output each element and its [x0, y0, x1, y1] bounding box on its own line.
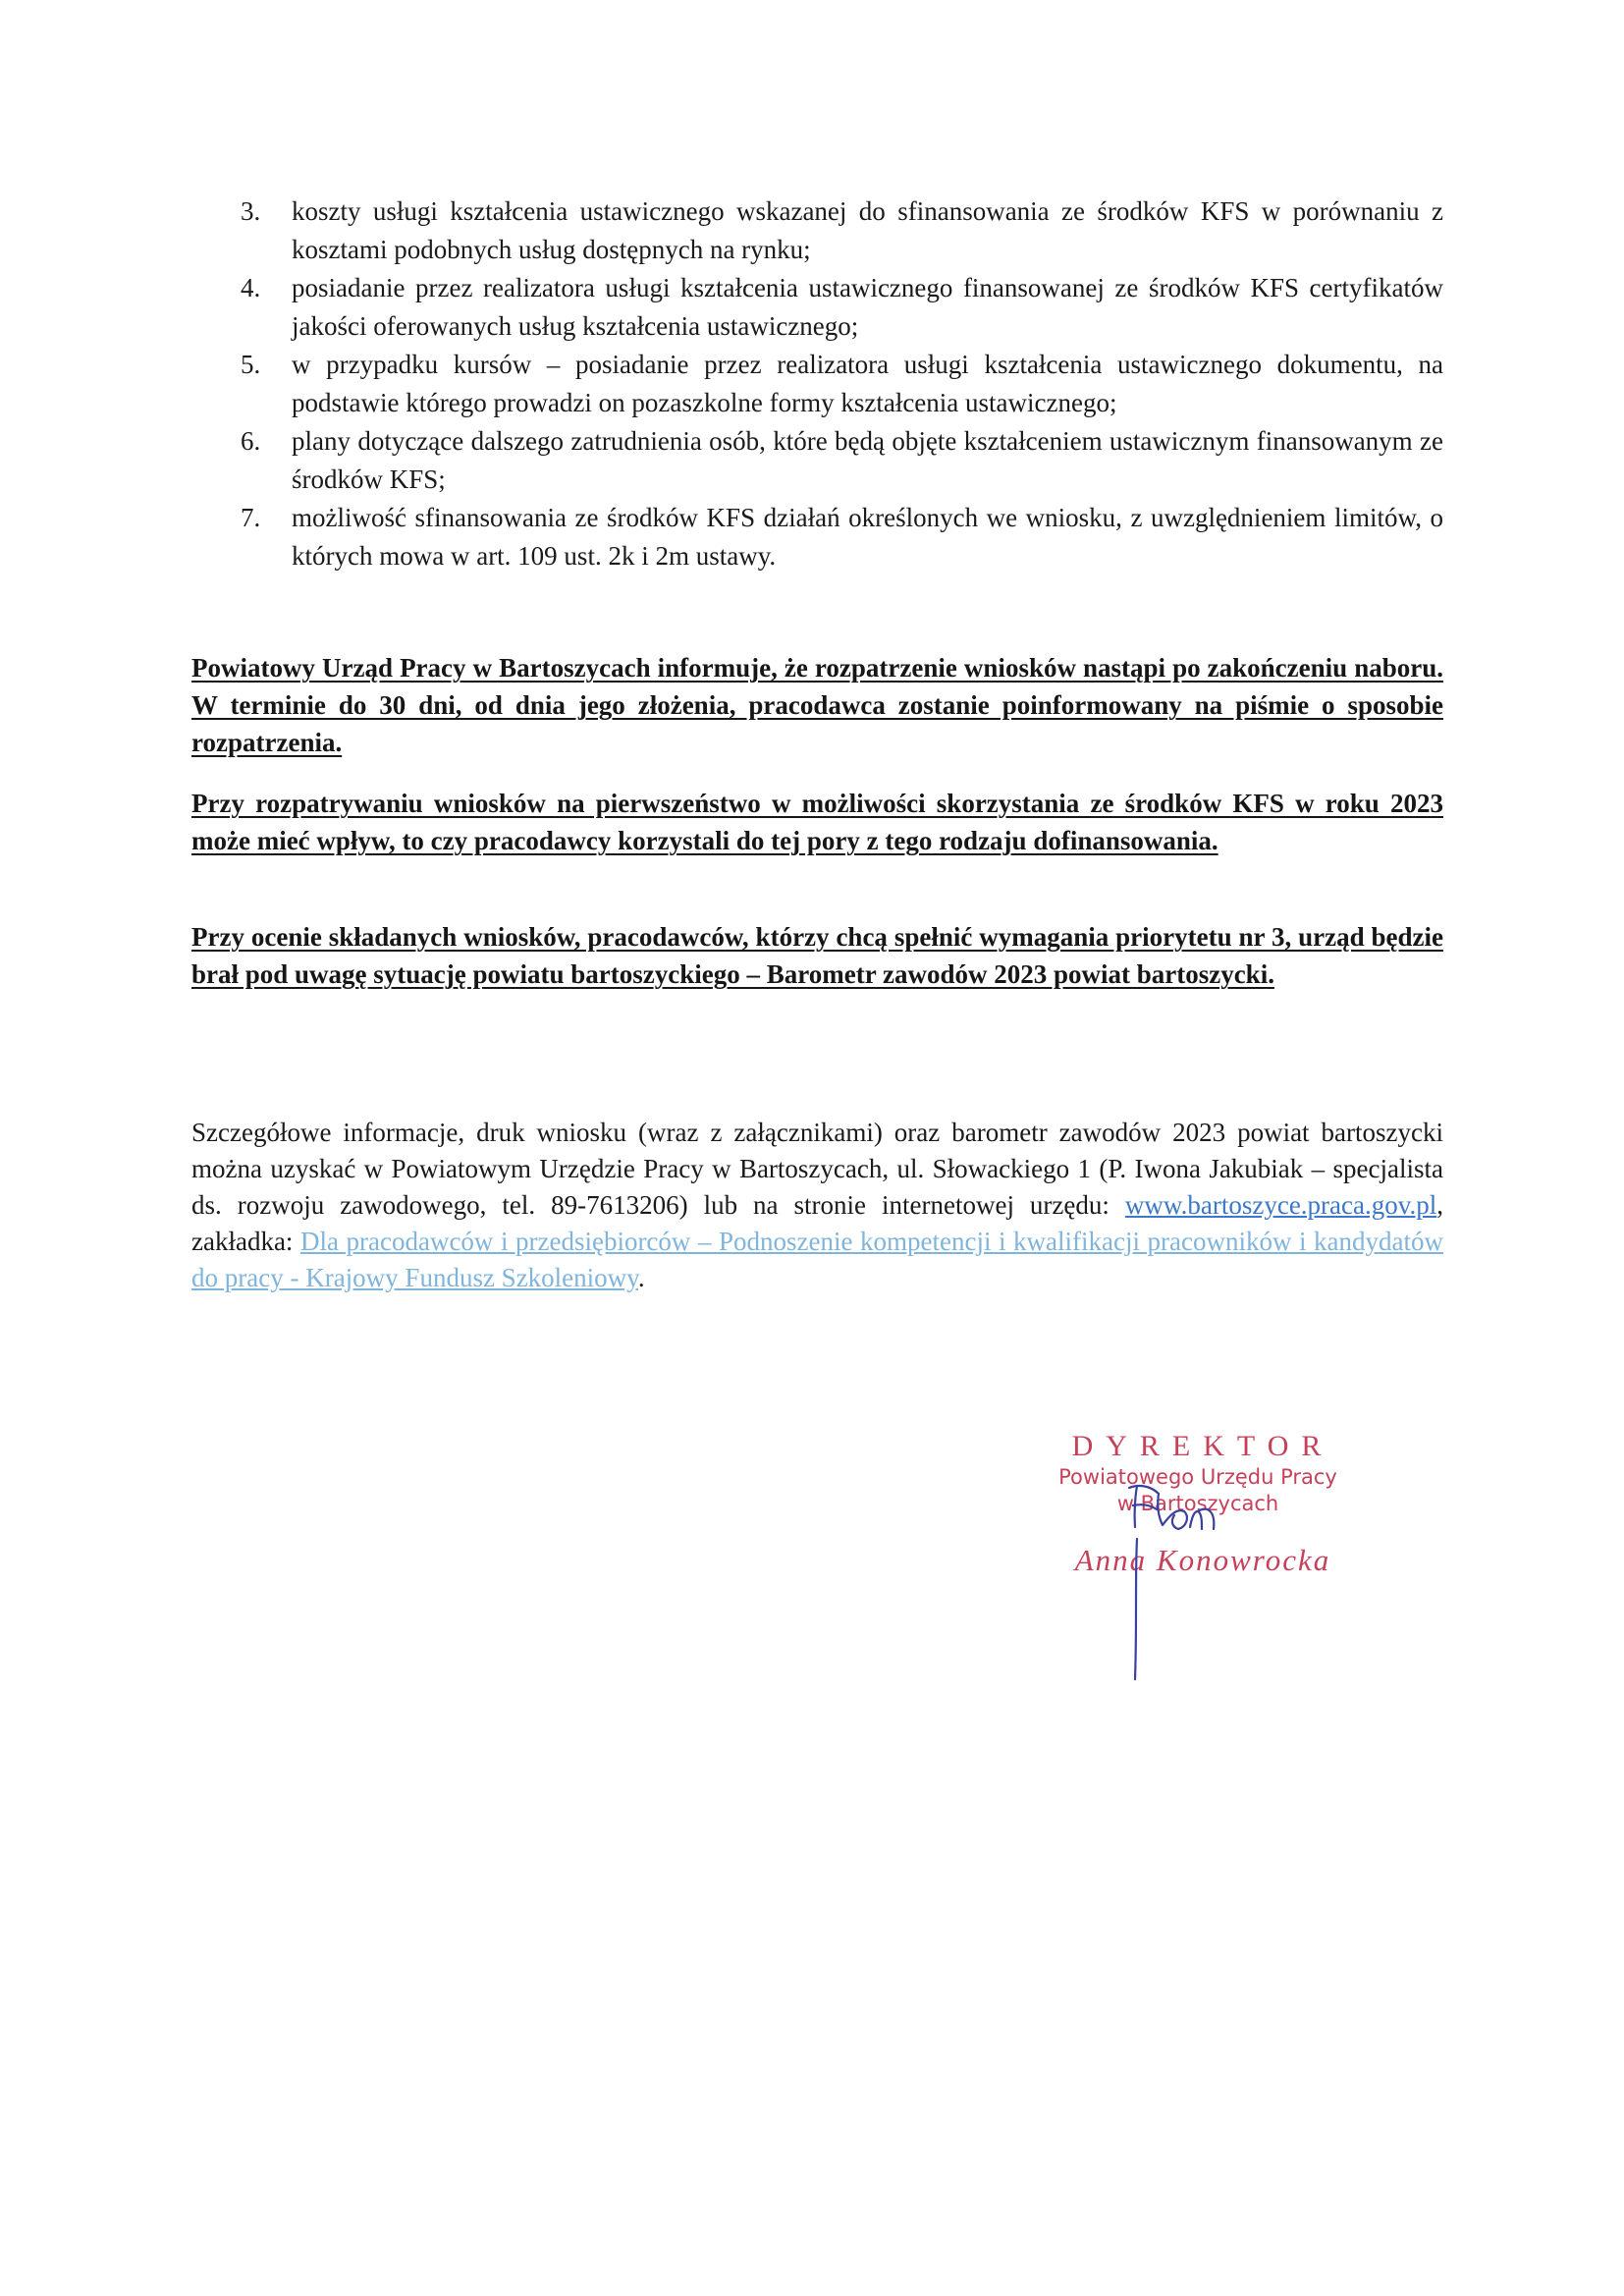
notice-priority-previous-funding: Przy rozpatrywaniu wniosków na pierwszeństwo w możliwości skorzystania ze środków KFS w roku 2023 może mieć wpływ, to czy pracodawcy korzystali do tej pory z tego rodzaju dofinansowania. — [191, 789, 1443, 855]
criteria-number: 5. — [241, 350, 261, 379]
criteria-text: koszty usługi kształcenia ustawicznego wskazanej do sfinansowania ze środków KFS w porównaniu z kosztami podobnych usług dostępnych na rynku; — [292, 196, 1443, 264]
criteria-number: 3. — [241, 196, 261, 226]
info-text: Szczegółowe informacje, druk wniosku (wraz z załącznikami) oraz barometr zawodów 2023 powiat bartoszycki można uzyskać w Powiatowym Urzędzie Pracy w Bartoszycach, ul. Słowackiego 1 (P. Iwona Jakubiak – specjalista ds. rozwoju zawodowego, tel. 89-7613206) lub na stronie internetowej urzędu: — [191, 1118, 1443, 1220]
stamp-title: DYREKTOR — [1071, 1430, 1334, 1462]
criteria-text: w przypadku kursów – posiadanie przez realizatora usługi kształcenia ustawicznego dokumentu, na podstawie którego prowadzi on pozaszkolne formy kształcenia ustawicznego; — [292, 350, 1443, 417]
criteria-item-3 — [191, 192, 1443, 269]
website-link[interactable]: www.bartoszyce.praca.gov.pl — [1124, 1190, 1437, 1220]
notice-review-after-recruitment: Powiatowy Urząd Pracy w Bartoszycach informuje, że rozpatrzenie wniosków nastąpi po zakończeniu naboru. W terminie do 30 dni, od dnia jego złożenia, pracodawca zostanie poinformowany na piśmie o sposobie rozpatrzenia. — [191, 653, 1443, 757]
criteria-text: plany dotyczące dalszego zatrudnienia osób, które będą objęte kształceniem ustawicznym finansowanym ze środków KFS; — [292, 426, 1443, 494]
criteria-text: posiadanie przez realizatora usługi kształcenia ustawicznego finansowanej ze środków KFS certyfikatów jakości oferowanych usług kształcenia ustawicznego; — [292, 273, 1443, 341]
stamp-office: Powiatowego Urzędu Pracy — [1058, 1465, 1337, 1489]
contact-information — [191, 1115, 1443, 1296]
stamp-director-name: Anna Konowrocka — [1074, 1543, 1331, 1577]
notice-priority-3-barometer: Przy ocenie składanych wniosków, pracodawców, którzy chcą spełnić wymagania priorytetu nr 3, urząd będzie brał pod uwagę sytuację powiatu bartoszyckiego – Barometr zawodów 2023 powiat bartoszycki. — [191, 922, 1443, 989]
criteria-number: 6. — [241, 426, 261, 456]
handwritten-signature-icon — [1100, 1478, 1247, 1694]
kfs-tab-link[interactable]: Dla pracodawców i przedsiębiorców – Podnoszenie kompetencji i kwalifikacji pracowników i kandydatów do pracy - Krajowy Fundusz Szkoleniowy — [191, 1227, 1443, 1292]
criteria-item-7 — [191, 499, 1443, 575]
criteria-section — [191, 192, 1443, 575]
criteria-item-6 — [191, 422, 1443, 499]
criteria-item-5 — [191, 346, 1443, 422]
info-text: . — [637, 1263, 645, 1292]
criteria-number: 7. — [241, 503, 261, 532]
criteria-text: możliwość sfinansowania ze środków KFS działań określonych we wniosku, z uwzględnieniem limitów, o których mowa w art. 109 ust. 2k i 2m ustawy. — [292, 503, 1443, 571]
info-text: , zakładka: — [191, 1190, 1443, 1256]
criteria-number: 4. — [241, 273, 261, 302]
stamp-city: w Bartoszycach — [1116, 1492, 1279, 1515]
criteria-list — [191, 192, 1443, 575]
criteria-item-4 — [191, 269, 1443, 346]
